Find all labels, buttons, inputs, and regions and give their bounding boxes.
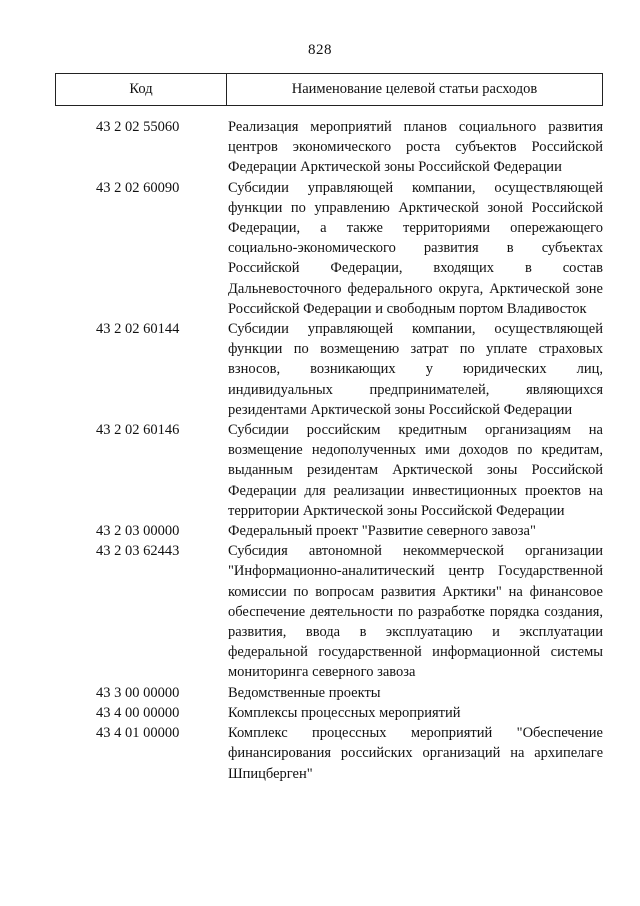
table-row [0,420,640,521]
table-row [0,178,640,319]
row-code: 43 2 03 62443 [96,543,180,560]
row-name: Субсидии управляющей компании, осуществляющей функции по управлению Арктической зоной Российской Федерации, а также территориями опережающего социально-экономического развития в субъектах Российской Федерации, входящих в состав Дальневосточного федерального округа, Арктической зоне Российской Федерации и свободным портом Владивосток [228,179,603,317]
row-name: Комплекс процессных мероприятий "Обеспечение финансирования российских организаций на архипелаге Шпицберген" [228,725,603,782]
row-name: Реализация мероприятий планов социального развития центров экономического роста субъектов Российской Федерации Арктической зоны Российской Федерации [228,119,603,176]
row-name: Комплексы процессных мероприятий [228,704,461,721]
page-number: 828 [308,42,332,58]
table-row [0,319,640,420]
table-row [0,683,640,703]
row-name: Ведомственные проекты [228,684,381,701]
table-body [0,117,640,784]
row-name: Субсидии российским кредитным организациям на возмещение недополученных ими доходов по кредитам, выданным резидентам Арктической зоны Российской Федерации для реализации инвестиционных проектов на территории Арктической зоны Российской Федерации [228,422,603,519]
table-row [0,117,640,178]
table-header [55,73,603,106]
row-code: 43 2 03 00000 [96,523,180,540]
row-code: 43 2 02 60090 [96,179,180,196]
table-row [0,541,640,682]
table-row [0,703,640,723]
row-name: Федеральный проект "Развитие северного завоза" [228,523,536,540]
row-code: 43 3 00 00000 [96,684,180,701]
table-row [0,521,640,541]
row-name: Субсидии управляющей компании, осуществляющей функции по возмещению затрат по уплате страховых взносов, возникающих у юридических лиц, индивидуальных предпринимателей, являющихся резидентами Арктической зоны Российской Федерации [228,321,603,418]
row-code: 43 2 02 60146 [96,422,180,439]
table-row [0,723,640,784]
header-name-column: Наименование целевой статьи расходов [291,81,538,97]
row-code: 43 4 01 00000 [96,725,180,742]
row-name: Субсидия автономной некоммерческой организации "Информационно-аналитический центр Государственной комиссии по вопросам развития Арктики" на финансовое обеспечение деятельности по разработке порядка создания, развития, ввода в эксплуатацию и эксплуатации федеральной государственной информационной системы мониторинга северного завоза [228,543,603,681]
row-code: 43 2 02 55060 [96,119,180,135]
header-code-column: Код [56,74,227,105]
row-code: 43 4 00 00000 [96,704,180,721]
row-code: 43 2 02 60144 [96,321,180,338]
